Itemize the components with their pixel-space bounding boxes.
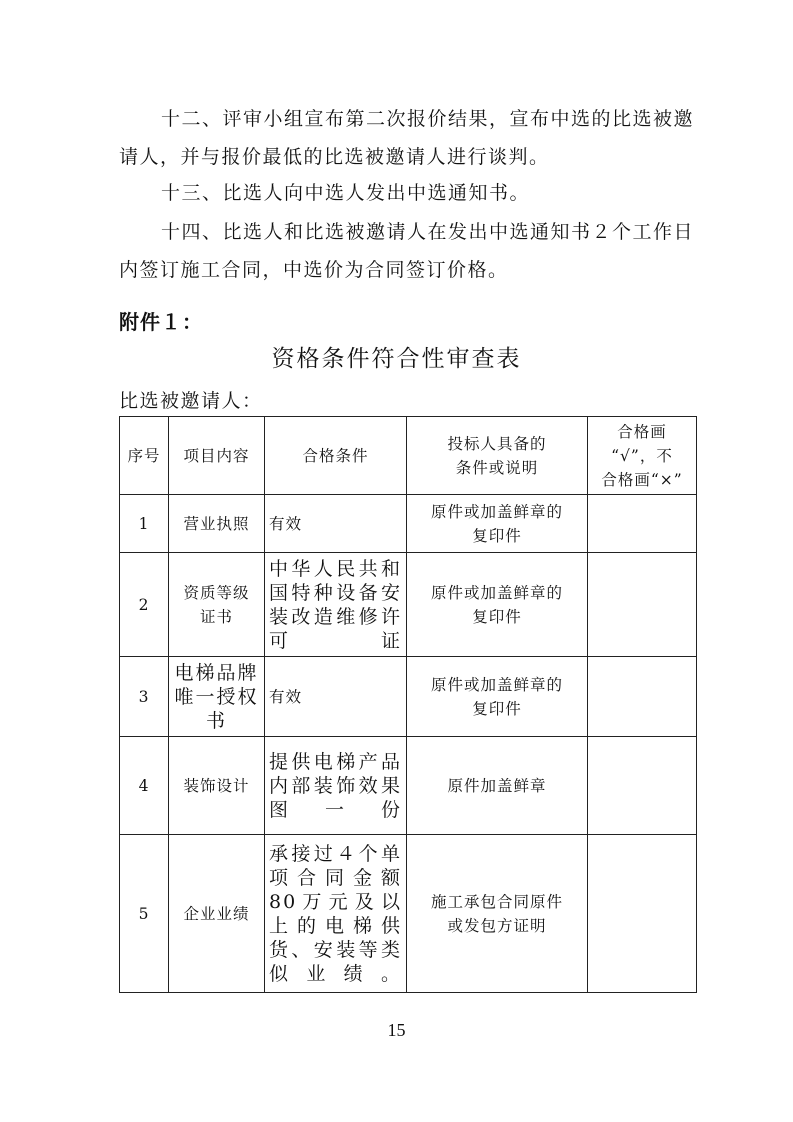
row-no: 5 [120,835,169,993]
table-row [120,495,697,553]
table-row [120,553,697,657]
header-condition: 合格条件 [265,417,407,495]
row-provided: 原件或加盖鲜章的 复印件 [407,495,588,553]
paragraph-item-14: 十四、比选人和比选被邀请人在发出中选通知书２个工作日内签订施工合同，中选价为合同签订价格。 [119,221,695,281]
row-mark-cell [588,495,697,553]
table-row [120,737,697,835]
row-no: 4 [120,737,169,835]
row-condition: 中华人民共和国特种设备安装改造维修许可证 [265,553,407,657]
paragraph-item-13: 十三、比选人向中选人发出中选通知书。 [161,182,531,204]
header-provided: 投标人具备的 条件或说明 [407,417,588,495]
row-no: 2 [120,553,169,657]
header-mark: 合格画 “√”，不 合格画“×” [588,417,697,495]
row-item: 企业业绩 [169,835,265,993]
row-no: 1 [120,495,169,553]
table-row [120,835,697,993]
table-title: 资格条件符合性审查表 [271,346,522,372]
row-provided: 原件或加盖鲜章的 复印件 [407,657,588,737]
row-item: 资质等级 证书 [169,553,265,657]
row-mark-cell [588,657,697,737]
row-mark-cell [588,737,697,835]
row-no: 3 [120,657,169,737]
row-provided: 原件或加盖鲜章的 复印件 [407,553,588,657]
row-condition: 承接过４个单项合同金额80万元及以上的电梯供货、安装等类似业绩。 [265,835,407,993]
row-item: 电梯品牌唯一授权书 [169,657,265,737]
row-condition: 提供电梯产品内部装饰效果图一份 [265,737,407,835]
row-item: 装饰设计 [169,737,265,835]
annex-label: 附件１： [119,310,203,334]
header-item: 项目内容 [169,417,265,495]
table-header-row [120,417,697,495]
row-mark-cell [588,835,697,993]
row-provided: 施工承包合同原件 或发包方证明 [407,835,588,993]
row-mark-cell [588,553,697,657]
table-row [120,657,697,737]
paragraph-item-12: 十二、评审小组宣布第二次报价结果，宣布中选的比选被邀请人，并与报价最低的比选被邀请人进行谈判。 [119,108,695,168]
row-condition: 有效 [265,657,407,737]
invitee-label: 比选被邀请人： [119,390,263,412]
qualification-review-table [119,416,697,993]
row-item: 营业执照 [169,495,265,553]
row-provided: 原件加盖鲜章 [407,737,588,835]
row-condition: 有效 [265,495,407,553]
page-number: 15 [387,1020,406,1040]
header-no: 序号 [120,417,169,495]
